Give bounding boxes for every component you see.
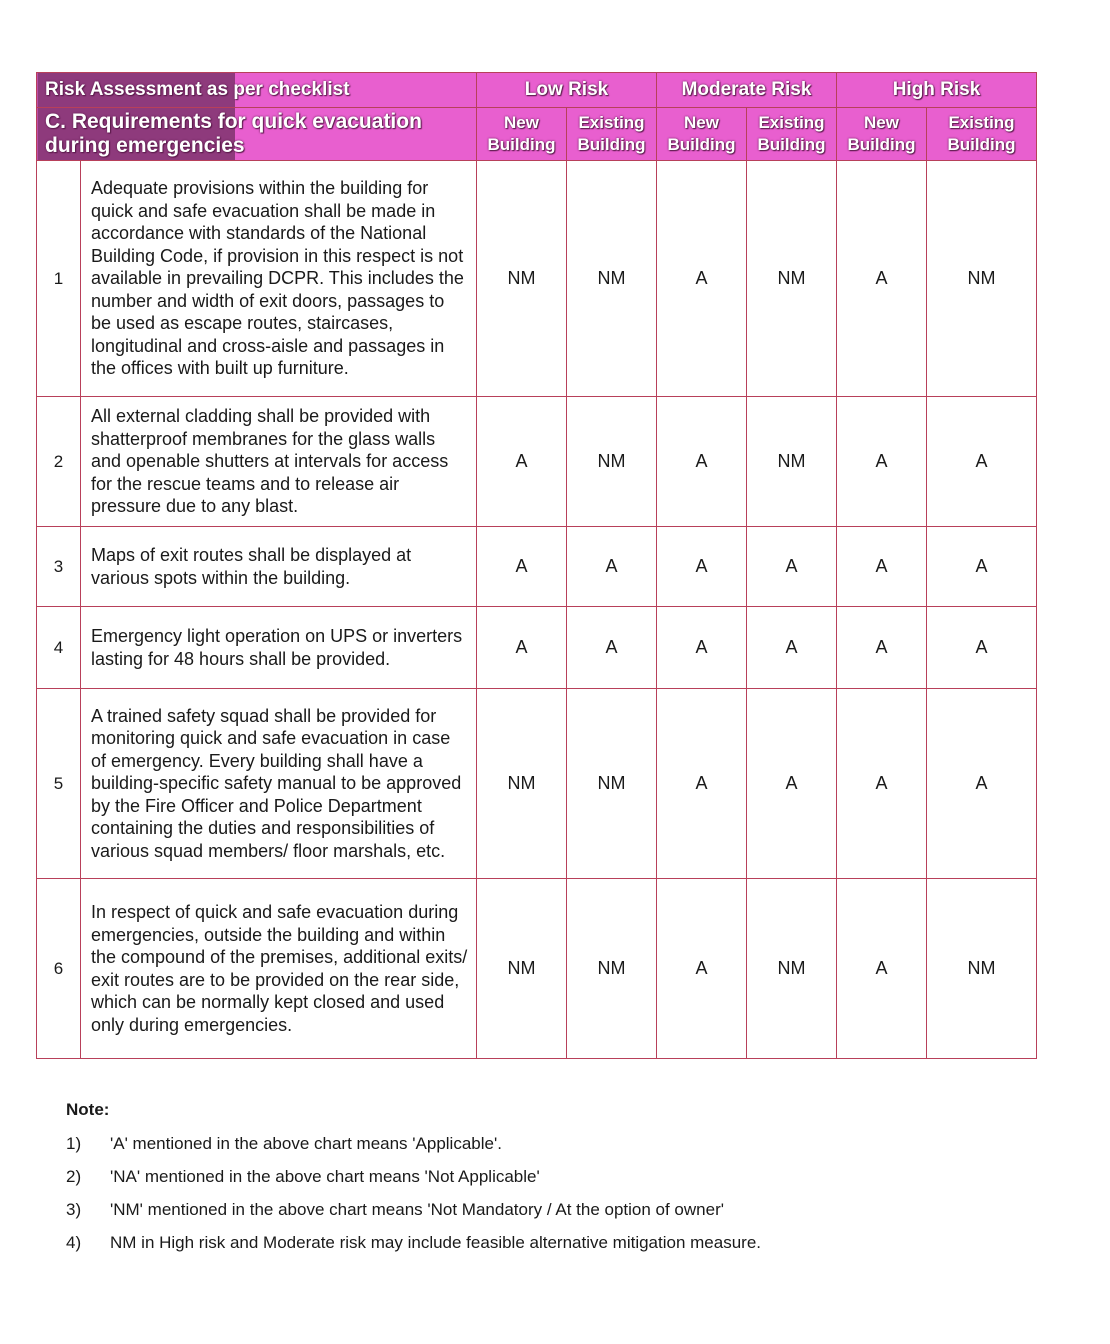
cell-low-new: NM (477, 689, 567, 879)
row-number: 6 (37, 879, 81, 1059)
row-description: In respect of quick and safe evacuation during emergencies, outside the building and within the compound of the premises, additional exits/ exit routes are to be provided on the rear side, which can be normally kept closed and used only during emergencies. (81, 879, 477, 1059)
header-section-title: C. Requirements for quick evacuation during emergencies (37, 108, 477, 161)
cell-high-new: A (837, 527, 927, 607)
row-description: All external cladding shall be provided with shatterproof membranes for the glass walls and openable shutters at intervals for access for the rescue teams and to release air pressure due to any blast. (81, 397, 477, 527)
header-high-new-building: New Building (837, 108, 927, 161)
notes-section (66, 1100, 886, 1266)
cell-moderate-existing: NM (747, 879, 837, 1059)
cell-low-new: NM (477, 879, 567, 1059)
table-row (37, 397, 1037, 527)
note-item (66, 1233, 886, 1253)
note-text: NM in High risk and Moderate risk may include feasible alternative mitigation measure. (110, 1233, 762, 1252)
note-item (66, 1134, 886, 1154)
table-row (37, 527, 1037, 607)
cell-low-existing: NM (567, 397, 657, 527)
cell-moderate-existing: A (747, 689, 837, 879)
cell-moderate-existing: A (747, 527, 837, 607)
note-item (66, 1167, 886, 1187)
row-number: 3 (37, 527, 81, 607)
cell-moderate-new: A (657, 397, 747, 527)
note-text: 'A' mentioned in the above chart means 'Applicable'. (110, 1134, 502, 1153)
cell-low-new: A (477, 607, 567, 689)
table-row (37, 879, 1037, 1059)
page (36, 72, 1036, 1059)
row-number: 4 (37, 607, 81, 689)
row-description: Maps of exit routes shall be displayed at various spots within the building. (81, 527, 477, 607)
table-row (37, 689, 1037, 879)
cell-high-new: A (837, 689, 927, 879)
header-moderate-new-building: New Building (657, 108, 747, 161)
cell-low-new: A (477, 397, 567, 527)
note-text: 'NA' mentioned in the above chart means 'Not Applicable' (110, 1167, 540, 1186)
cell-moderate-existing: NM (747, 397, 837, 527)
note-number: 1) (66, 1134, 82, 1153)
cell-moderate-new: A (657, 527, 747, 607)
cell-high-existing: NM (927, 161, 1037, 397)
cell-low-existing: NM (567, 879, 657, 1059)
cell-moderate-new: A (657, 689, 747, 879)
cell-high-new: A (837, 879, 927, 1059)
cell-low-existing: A (567, 607, 657, 689)
cell-low-existing: NM (567, 161, 657, 397)
cell-low-new: NM (477, 161, 567, 397)
note-item (66, 1200, 886, 1220)
header-low-risk: Low Risk (477, 73, 657, 108)
cell-moderate-existing: A (747, 607, 837, 689)
cell-high-existing: A (927, 689, 1037, 879)
note-number: 4) (66, 1233, 82, 1252)
table-row (37, 161, 1037, 397)
row-number: 5 (37, 689, 81, 879)
row-description: Emergency light operation on UPS or inverters lasting for 48 hours shall be provided. (81, 607, 477, 689)
cell-high-existing: A (927, 607, 1037, 689)
cell-low-existing: NM (567, 689, 657, 879)
note-number: 3) (66, 1200, 82, 1219)
notes-title: Note: (66, 1100, 110, 1119)
row-number: 1 (37, 161, 81, 397)
row-description: A trained safety squad shall be provided for monitoring quick and safe evacuation in case of emergency. Every building shall have a building-specific safety manual to be approved by the Fire Officer and Police Department containing the duties and responsibilities of various squad members/ floor marshals, etc. (81, 689, 477, 879)
cell-high-existing: A (927, 527, 1037, 607)
cell-moderate-new: A (657, 879, 747, 1059)
header-low-new-building: New Building (477, 108, 567, 161)
cell-low-new: A (477, 527, 567, 607)
note-number: 2) (66, 1167, 82, 1186)
header-high-existing-building: Existing Building (927, 108, 1037, 161)
header-low-existing-building: Existing Building (567, 108, 657, 161)
table-row (37, 607, 1037, 689)
cell-low-existing: A (567, 527, 657, 607)
cell-high-new: A (837, 161, 927, 397)
cell-moderate-existing: NM (747, 161, 837, 397)
header-high-risk: High Risk (837, 73, 1037, 108)
note-text: 'NM' mentioned in the above chart means 'Not Mandatory / At the option of owner' (110, 1200, 724, 1219)
row-number: 2 (37, 397, 81, 527)
header-title-checklist: Risk Assessment as per checklist (37, 73, 477, 108)
cell-high-new: A (837, 607, 927, 689)
cell-high-existing: A (927, 397, 1037, 527)
cell-high-existing: NM (927, 879, 1037, 1059)
cell-high-new: A (837, 397, 927, 527)
header-moderate-risk: Moderate Risk (657, 73, 837, 108)
cell-moderate-new: A (657, 607, 747, 689)
cell-moderate-new: A (657, 161, 747, 397)
risk-assessment-table (36, 72, 1037, 1059)
row-description: Adequate provisions within the building for quick and safe evacuation shall be made in accordance with standards of the National Building Code, if provision in this respect is not available in prevailing DCPR. This includes the number and width of exit doors, passages to be used as escape routes, staircases, longitudinal and cross-aisle and passages in the offices with built up furniture. (81, 161, 477, 397)
header-moderate-existing-building: Existing Building (747, 108, 837, 161)
